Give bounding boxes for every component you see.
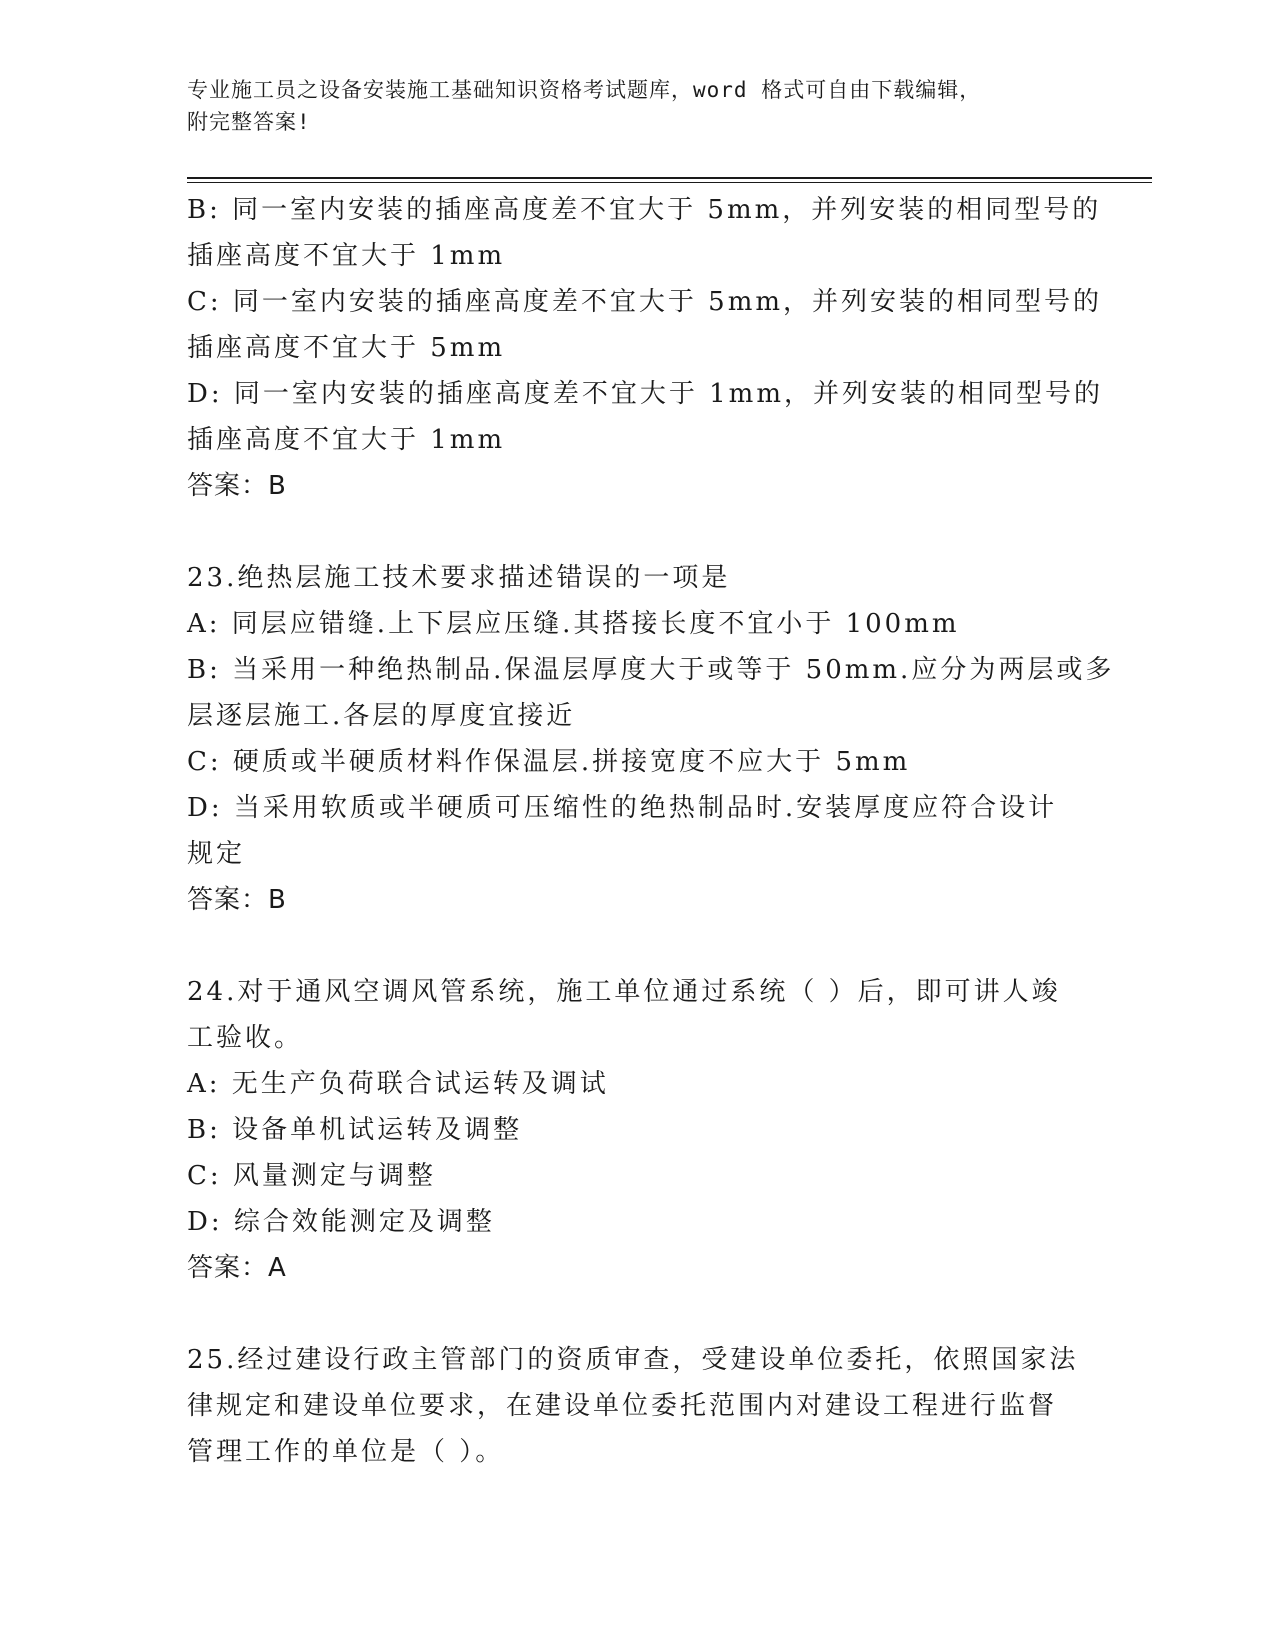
option-d-line-1: D: 综合效能测定及调整 <box>187 1207 495 1237</box>
question-24-block <box>187 969 1087 1291</box>
question-spacer <box>187 509 1087 555</box>
option-d-line-2: 插座高度不宜大于 1mm <box>187 425 506 455</box>
answer-line: 答案：B <box>187 885 287 915</box>
option-b-line-2: 层逐层施工.各层的厚度宜接近 <box>187 701 576 731</box>
option-b-line-1: B: 同一室内安装的插座高度差不宜大于 5mm，并列安装的相同型号的 <box>187 195 1102 225</box>
question-spacer <box>187 1291 1087 1337</box>
question-25-block <box>187 1337 1087 1475</box>
header-divider-thick <box>187 177 1152 179</box>
question-stem-line-2: 律规定和建设单位要求，在建设单位委托范围内对建设工程进行监督 <box>187 1391 1058 1421</box>
option-b-line-2: 插座高度不宜大于 1mm <box>187 241 506 271</box>
option-d-line-1: D: 同一室内安装的插座高度差不宜大于 1mm，并列安装的相同型号的 <box>187 379 1103 409</box>
option-c-line-1: C: 硬质或半硬质材料作保温层.拼接宽度不应大于 5mm <box>187 747 911 777</box>
header-divider-thin <box>187 182 1152 183</box>
header-line-2: 附完整答案! <box>187 110 311 134</box>
option-c-line-1: C: 风量测定与调整 <box>187 1161 436 1191</box>
answer-line: 答案：A <box>187 1253 287 1283</box>
question-spacer <box>187 923 1087 969</box>
option-b-line-1: B: 当采用一种绝热制品.保温层厚度大于或等于 50mm.应分为两层或多 <box>187 655 1115 685</box>
question-stem-line-1: 25.经过建设行政主管部门的资质审查，受建设单位委托，依照国家法 <box>187 1345 1079 1375</box>
option-a-line-1: A: 同层应错缝.上下层应压缝.其搭接长度不宜小于 100mm <box>187 609 960 639</box>
option-c-line-1: C: 同一室内安装的插座高度差不宜大于 5mm，并列安装的相同型号的 <box>187 287 1103 317</box>
option-a-line-1: A: 无生产负荷联合试运转及调试 <box>187 1069 609 1099</box>
prev-question-block <box>187 187 1103 509</box>
option-c-line-2: 插座高度不宜大于 5mm <box>187 333 506 363</box>
question-stem: 23.绝热层施工技术要求描述错误的一项是 <box>187 563 731 593</box>
question-content <box>187 187 1115 1475</box>
option-d-line-1: D: 当采用软质或半硬质可压缩性的绝热制品时.安装厚度应符合设计 <box>187 793 1058 823</box>
option-d-line-2: 规定 <box>187 839 246 869</box>
question-stem-line-2: 工验收。 <box>187 1023 304 1053</box>
header-line-1: 专业施工员之设备安装施工基础知识资格考试题库，word 格式可自由下载编辑， <box>187 78 982 102</box>
document-header <box>187 74 1087 138</box>
answer-line: 答案：B <box>187 471 287 501</box>
question-stem-line-1: 24.对于通风空调风管系统，施工单位通过系统（ ）后，即可讲人竣 <box>187 977 1061 1007</box>
option-b-line-1: B: 设备单机试运转及调整 <box>187 1115 523 1145</box>
question-stem-line-3: 管理工作的单位是（ ）。 <box>187 1437 505 1467</box>
question-23-block <box>187 555 1115 923</box>
